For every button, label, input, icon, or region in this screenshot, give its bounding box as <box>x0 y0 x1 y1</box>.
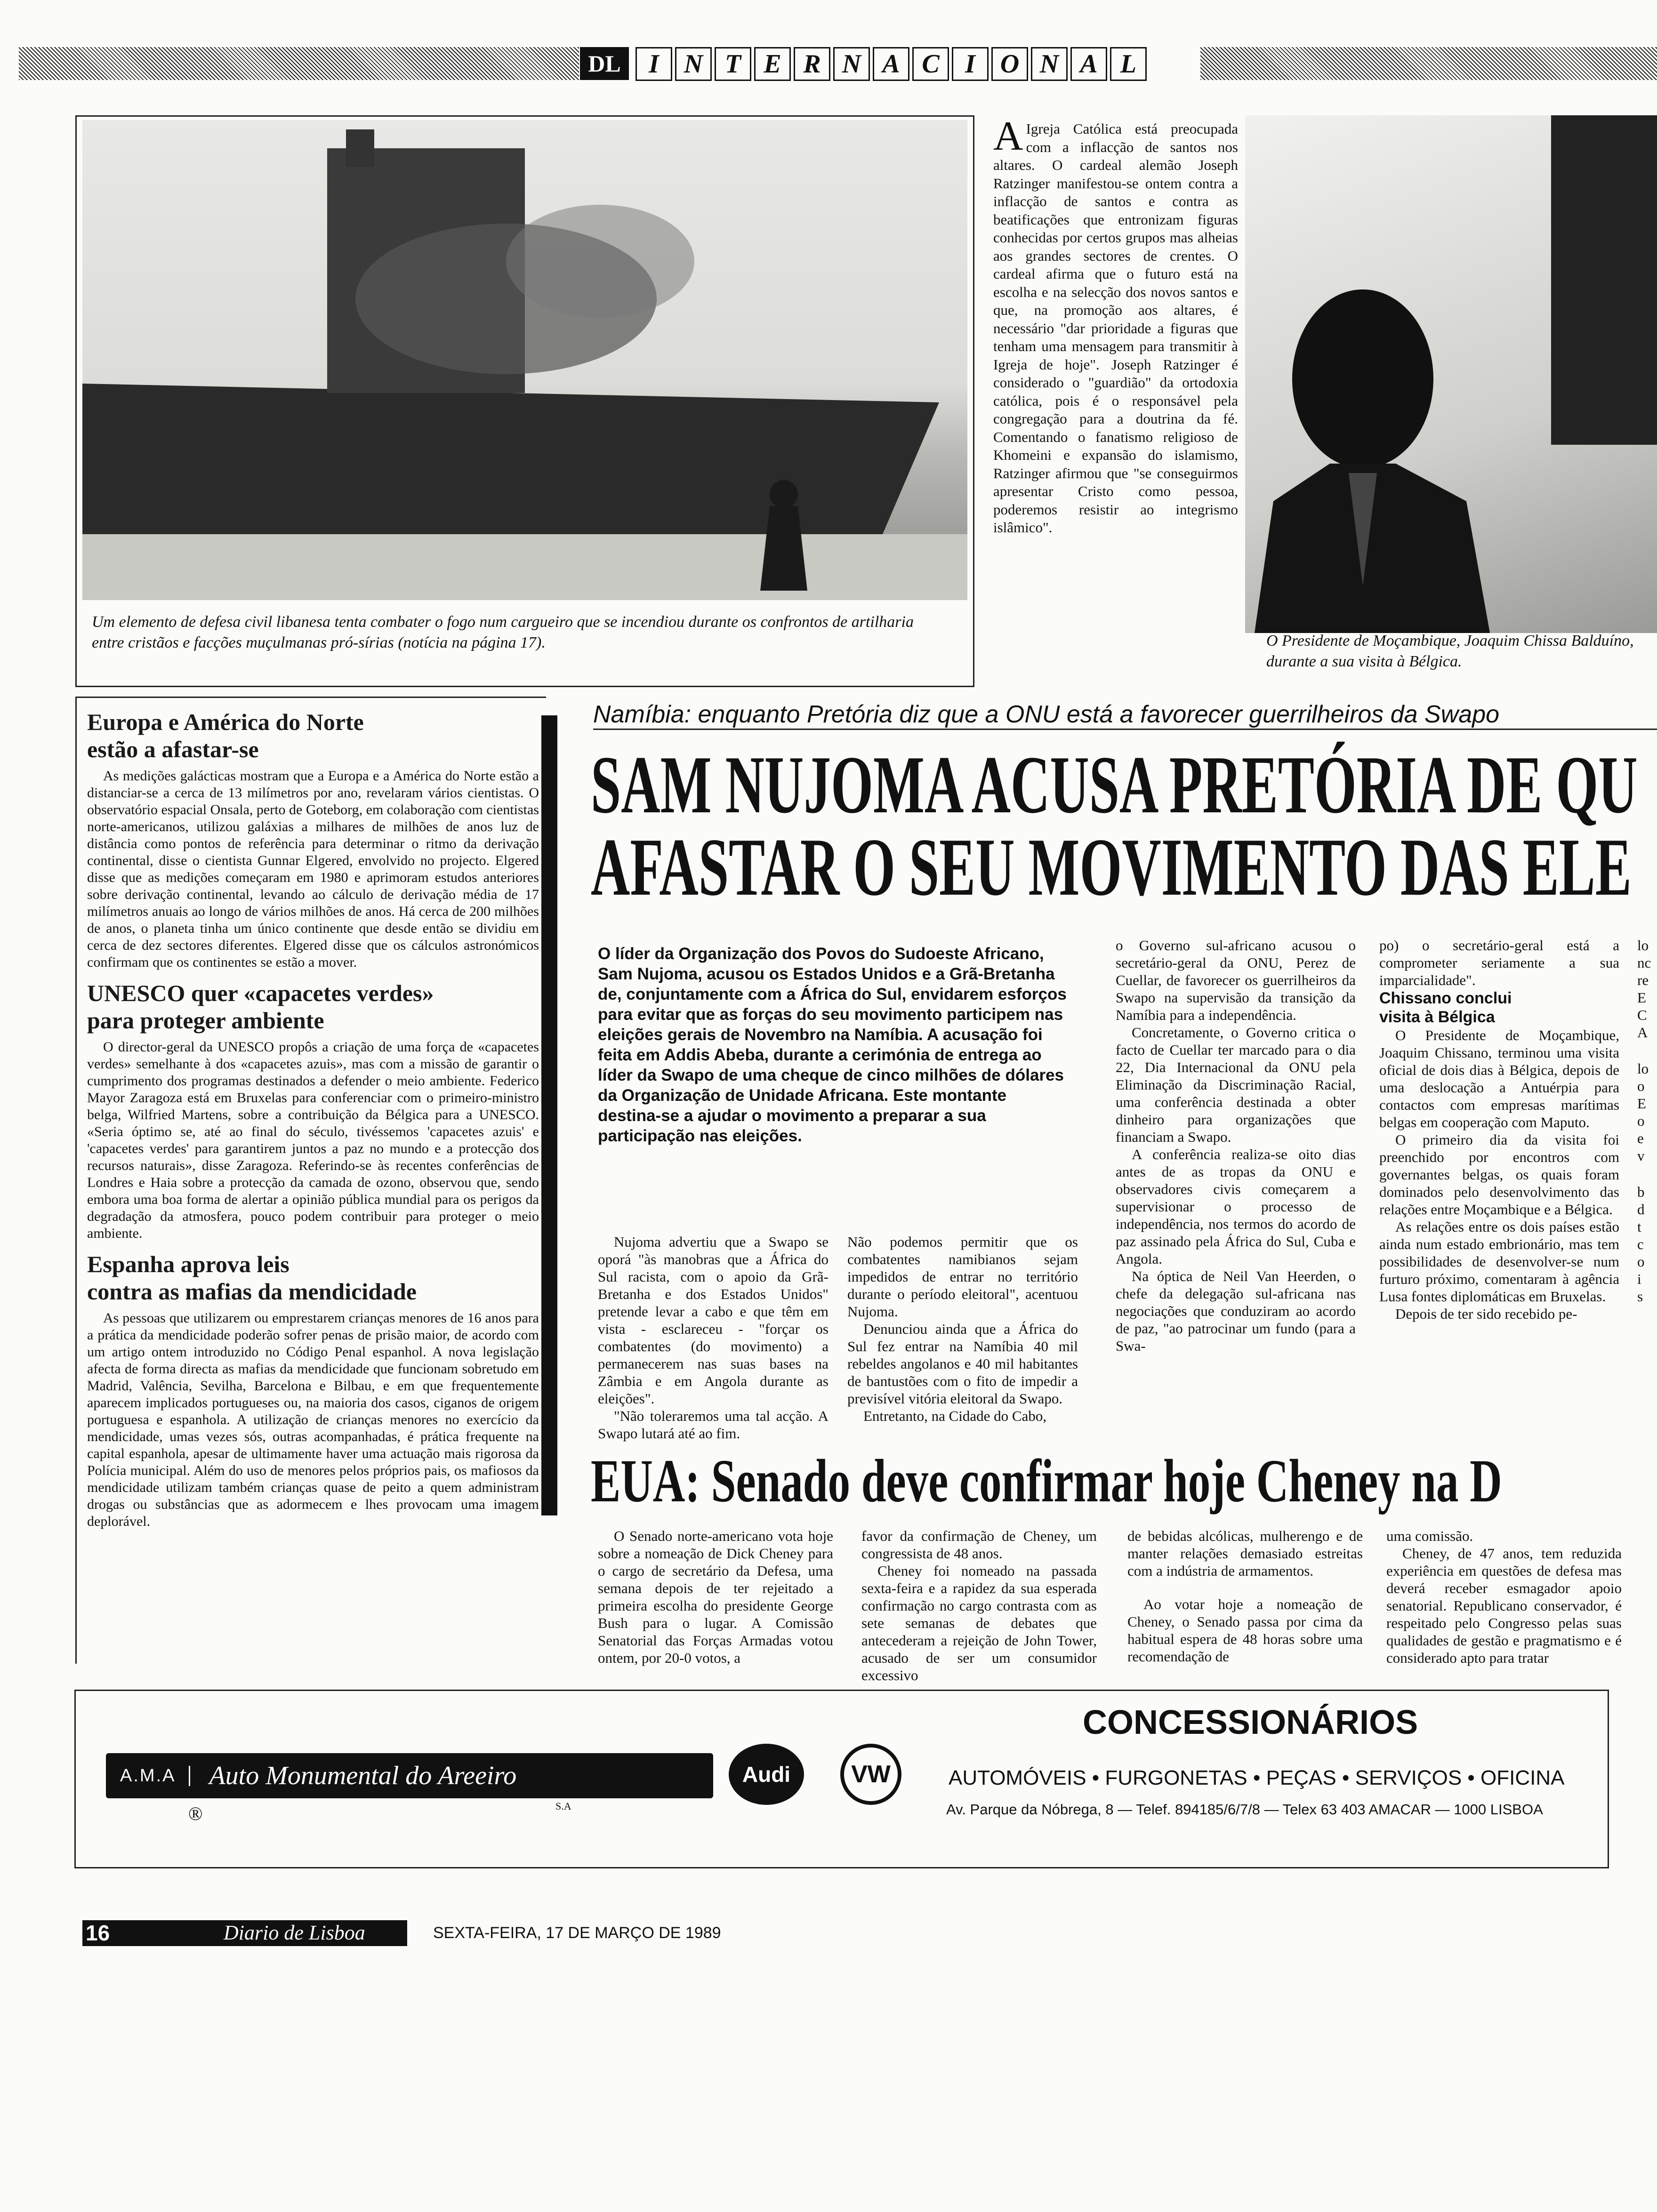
frag: b <box>1637 1184 1645 1200</box>
frag: d <box>1637 1201 1645 1218</box>
article-espanha-body: As pessoas que utilizarem ou emprestarem crianças menores de 16 anos para a prática da mendicidade poderão sofrer penas de prisão maior, de acordo com um artigo ontem introduzido no Código Penal espanhol. A nova legislação afecta de forma directa as mafias da mendicidade que funcionam sobretudo em Madrid, Valência, Sevilha, Barcelona e Bilbau, e em que frequentemente aparecem implicados portugueses ou, na maioria dos casos, ciganos de origem portuguesa e espanhola. A utilização de crianças menores no exercício da mendicidade, umas vezes sós, outras acompanhadas, é prática frequente na capital espanhola, apesar de ultimamente haver uma actuação mais rigorosa da Polícia municipal. Além do uso de menores pelos próprios pais, os mafiosos da mendicidade utilizam também crianças quase de peito a quem administram drogas ou substâncias que as adormecem e lhes provocam uma imagem deplorável. <box>87 1310 539 1529</box>
section-letter: A <box>873 47 909 81</box>
frag: E <box>1637 1095 1646 1112</box>
eua-headline <box>591 1447 1657 1518</box>
main-c2-p1: Não podemos permitir que os combatentes namibianos sejam impedidos de entrar no território durante o período eleitoral", acentuou Nujoma. <box>847 1234 1078 1320</box>
main-c4-subhead1: Chissano conclui <box>1379 989 1512 1007</box>
frag: C <box>1637 1007 1647 1023</box>
main-c4-p4: As relações entre os dois países estão ainda num estado embrionário, mas tem possibilidades de desenvolver-se num furturo próximo, comentaram à agência Lusa fontes diplomáticas em Bruxelas. <box>1379 1218 1619 1305</box>
section-label <box>635 47 1147 80</box>
eua-column-2 <box>861 1527 1097 1684</box>
eua-column-3 <box>1127 1527 1363 1665</box>
vw-logo <box>840 1744 901 1805</box>
main-c4-p1: po) o secretário-geral está a comprometer seriamente a sua imparcialidade". <box>1379 937 1619 988</box>
ad-brand-block <box>106 1753 713 1798</box>
main-c3-p2: Concretamente, o Governo critica o facto de Cuellar ter marcado para o dia 22, Dia Internacional da ONU pela Eliminação da Discriminação Racial, uma conferência destinada a obter dinheiro para organizações que financiam a Swapo. <box>1116 1024 1356 1145</box>
section-letter: N <box>1031 47 1068 81</box>
section-logo <box>580 47 629 80</box>
frag: e <box>1637 1130 1644 1146</box>
main-headline <box>591 741 1657 920</box>
main-lead: O líder da Organização dos Povos do Sudoeste Africano, Sam Nujoma, acusou os Estados Unidos e a Grã-Bretanha de, conjuntamente com a África do Sul, envidarem esforços para evitar que as forças do seu movimento participem nas eleições gerais de Novembro na Namíbia. A acusação foi feita em Addis Abeba, durante a cerimónia de entrega ao líder da Swapo de uma cheque de cinco milhões de dólares da Organização de Unidade Africana. Este montante destina-se a ajudar o movimento a preparar a sua participação nas eleições. <box>598 945 1067 1145</box>
vw-logo-text: VW <box>851 1761 891 1788</box>
main-column-2 <box>847 1233 1078 1425</box>
main-c3-p4: Na óptica de Neil Van Heerden, o chefe da delegação sul-africana nas negociações que conduziram ao acordo de paz, "ao patrocinar um fundo (para a Swa- <box>1116 1268 1356 1354</box>
main-c3-p3: A conferência realiza-se oito dias antes de as tropas da ONU e observadores civis começarem a supervisionar o processo de independência, nos termos do acordo de paz assinado pela África do Sul, Cuba e Angola. <box>1116 1146 1356 1267</box>
ship-photo-drawing <box>82 120 967 600</box>
ad-registered: ® <box>188 1803 203 1824</box>
frag: re <box>1637 972 1649 988</box>
main-column-5-fragment <box>1637 937 1657 1305</box>
main-c4-p3: O primeiro dia da visita foi preenchido por encontros com governantes belgas, os quais foram dominados pelo desenvolvimento das relações entre Moçambique e a Bélgica. <box>1379 1131 1619 1218</box>
audi-logo <box>729 1744 804 1805</box>
main-vertical-bar <box>541 715 557 1515</box>
main-c2-p3: Entretanto, na Cidade do Cabo, <box>863 1408 1047 1424</box>
section-letter: I <box>952 47 989 81</box>
eua-c2-p1: favor da confirmação de Cheney, um congressista de 48 anos. <box>861 1528 1097 1562</box>
left-column-rule <box>75 697 77 1664</box>
main-c4-subhead2: visita à Bélgica <box>1379 1008 1495 1026</box>
section-letter: T <box>715 47 751 81</box>
chissano-photo-drawing <box>1245 115 1657 633</box>
brief-church <box>993 113 1238 537</box>
article-unesco-title-line2: para proteger ambiente <box>87 1007 324 1034</box>
section-letter: O <box>991 47 1028 81</box>
section-letter: E <box>754 47 791 81</box>
ad-sa: S.A <box>555 1800 571 1812</box>
eua-c4-p2: Cheney, de 47 anos, tem reduzida experiência em questões de defesa mas deverá receber esmagador apoio senatorial. Republicano conservador, é respeitado pelo Congresso pelas suas qualidades de gestão e pragmatismo e é considerado apto para tratar <box>1386 1545 1622 1666</box>
frag: c <box>1637 1236 1644 1252</box>
eua-c4-p1: uma comissão. <box>1386 1528 1473 1544</box>
audi-logo-text: Audi <box>742 1762 791 1787</box>
frag: o <box>1637 1253 1645 1270</box>
frag: v <box>1637 1147 1645 1164</box>
article-unesco-title-line1: UNESCO quer «capacetes verdes» <box>87 980 434 1006</box>
section-letter: A <box>1070 47 1107 81</box>
eua-c2-p2: Cheney foi nomeado na passada sexta-feira e a rapidez da sua esperada confirmação no cargo contrasta com as sete semanas de debates que antecederam a rejeição de John Tower, acusado de ser um consumidor excessivo <box>861 1563 1097 1683</box>
frag: o <box>1637 1078 1645 1094</box>
section-logo-text: DL <box>588 50 621 77</box>
section-letter: N <box>675 47 712 81</box>
left-column-top-rule <box>75 697 546 698</box>
top-photo-caption: Um elemento de defesa civil libanesa tenta combater o fogo num cargueiro que se incendiou durante os confrontos de artilharia entre cristãos e facções muçulmanas pró-sírias (notícia na página 17). <box>92 613 914 651</box>
frag: lo <box>1637 937 1649 954</box>
main-column-3 <box>1116 937 1356 1354</box>
eua-c3-p2: Ao votar hoje a nomeação de Cheney, o Senado passa por cima da habitual espera de 48 horas sobre uma recomendação de <box>1127 1596 1363 1665</box>
main-kicker: Namíbia: enquanto Pretória diz que a ONU está a favorecer guerrilheiros da Swapo <box>593 700 1657 730</box>
frag: o <box>1637 1113 1645 1129</box>
frag: t <box>1637 1218 1641 1235</box>
ad-name-script: Auto Monumental do Areeiro <box>209 1761 517 1790</box>
eua-c3-p1: de bebidas alcólicas, mulherengo e de manter relações demasiado estreitas com a indústria de armamentos. <box>1127 1528 1363 1579</box>
section-letter: C <box>912 47 949 81</box>
frag: i <box>1637 1271 1641 1287</box>
footer-paper-name: Diario de Lisboa <box>224 1921 365 1944</box>
main-c2-p2: Denunciou ainda que a África do Sul fez entrar na Namíbia 40 mil rebeldes angolanos e 40 mil habitantes de bantustões com o fito de impedir a previsível vitória eleitoral da Swapo. <box>847 1321 1078 1407</box>
footer-date: SEXTA-FEIRA, 17 DE MARÇO DE 1989 <box>433 1924 721 1942</box>
eua-headline-text: EUA: Senado deve confirmar hoje Cheney na D <box>591 1447 1502 1515</box>
ad-title: CONCESSIONÁRIOS <box>1083 1704 1418 1741</box>
frag: lo <box>1637 1060 1649 1077</box>
article-europa-title-line1: Europa e América do Norte <box>87 709 364 735</box>
eua-c1-p1: O Senado norte-americano vota hoje sobre a nomeação de Dick Cheney para o cargo de secretário da Defesa, uma semana depois de ter rejeitado a primeira escolha do presidente George Bush para o lugar. A Comissão Senatorial das Forças Armadas votou ontem, por 20-0 votos, a <box>598 1528 833 1666</box>
main-column-4 <box>1379 937 1619 1322</box>
chissano-photo <box>1245 115 1657 633</box>
main-c4-p5: Depois de ter sido recebido pe- <box>1395 1306 1577 1322</box>
main-c1-p1: Nujoma advertiu que a Swapo se oporá "às manobras que a África do Sul racista, com o apoio da Grã-Bretanha e dos Estados Unidos" pretende levar a cabo e que têm em vista - esclareceu - "forçar os combatentes (do movimento) a permanecerem nas suas bases na Zâmbia e em Angola durante as eleições". <box>598 1234 828 1407</box>
main-c4-p2: O Presidente de Moçambique, Joaquim Chissano, terminou uma visita oficial de dois dias à Bélgica, depois de uma deslocação a Antuérpia para contactos com empresas marítimas belgas em cooperação com Maputo. <box>1379 1027 1619 1130</box>
frag: E <box>1637 989 1646 1006</box>
ad-ama-label: A.M.A <box>106 1766 190 1786</box>
frag: s <box>1637 1288 1643 1305</box>
footer-page-number: 16 <box>86 1921 110 1945</box>
section-letter: R <box>794 47 830 81</box>
article-unesco-body: O director-geral da UNESCO propôs a criação de uma força de «capacetes verdes» semelhante à dos «capacetes azuis», mas com a missão de garantir o cumprimento dos programas destinados a defender o meio ambiente. Federico Mayor Zaragoza está em Bruxelas para conferenciar com o primeiro-ministro belga, Wilfried Martens, sobre a contribuição da Bélgica para a UNESCO. «Seria óptimo se, até ao final do século, tivéssemos 'capacetes azuis' e 'capacetes verdes' para garantirem juntos a paz no mundo e a protecção dos recursos naturais», disse Zaragoza. Referindo-se às recentes conferências de Londres e Haia sobre a protecção da camada de ozono, observou que, sendo embora uma boa forma de alertar a opinião pública mundial para os perigos da degradação da atmosfera, pouco podem contribuir para proteger o meio ambiente. <box>87 1039 539 1241</box>
frag: nc <box>1637 954 1651 971</box>
ship-photo <box>82 120 967 600</box>
article-europa-body: As medições galácticas mostram que a Europa e a América do Norte estão a distanciar-se a cerca de 13 milímetros por ano, revelaram vários cientistas. O observatório espacial Onsala, perto de Goteborg, em colaboração com cientistas norte-americanos, utilizou galáxias a milhares de milhões de anos luz de distância como pontos de referência para determinar o ritmo da derivação continental, disse o cientista Gunnar Elgered, envolvido no projecto. Elgered disse que as medições começaram em 1980 e aprimoram estudos anteriores sobre derivação continental, levando ao cálculo de derivação média de 17 milímetros anuais ao longo de vários milhões de anos. Há cerca de 200 milhões de anos, o planeta tinha um único continente que desde então se dividiu em cerca de dez sectores diferentes. Elgered disse que os cálculos astronómicos confirmam que os continentes se estão a mover. <box>87 768 539 970</box>
section-letter: N <box>833 47 870 81</box>
main-headline-line1: SAM NUJOMA ACUSA PRETÓRIA DE QU <box>591 741 1638 830</box>
main-c1-p2: "Não toleraremos uma tal acção. A Swapo lutará até ao fim. <box>598 1408 828 1442</box>
header-bar-right <box>1200 47 1657 80</box>
main-c3-p1: o Governo sul-africano acusou o secretário-geral da ONU, Perez de Cuellar, de favorecer os guerrilheiros da Swapo na supervisão da transição da Namíbia para a independência. <box>1116 937 1356 1023</box>
section-letter: I <box>635 47 672 81</box>
section-letter: L <box>1110 47 1147 81</box>
eua-column-4 <box>1386 1527 1622 1667</box>
left-column <box>87 708 539 1530</box>
brief-church-text: Igreja Católica está preocupada com a inflacção de santos nos altares. O cardeal alemão Joseph Ratzinger manifestou-se ontem contra a inflacção de santos e contra as beatificações que entronizam figuras conhecidas por certos grupos mas alheias aos grandes sectores de crentes. O cardeal afirma que o futuro está na escolha e na selecção dos novos santos e que, na promoção aos altares, é necessário "dar prioridade a figuras que tenham uma mensagem para transmitir à Igreja de hoje". Joseph Ratzinger é considerado o "guardião" da ortodoxia católica, pois é o responsável pela congregação para a doutrina da fé. Comentando o fanatismo religioso de Khomeini e expansão do islamismo, Ratzinger afirmou que "se conseguirmos apresentar Cristo como pessoa, poderemos resistir ao integrismo islâmico". <box>993 120 1238 536</box>
eua-column-1 <box>598 1527 833 1667</box>
article-espanha-title-line2: contra as mafias da mendicidade <box>87 1278 417 1305</box>
article-europa-title-line2: estão a afastar-se <box>87 736 259 762</box>
right-photo-caption: O Presidente de Moçambique, Joaquim Chissa Balduíno, durante a sua visita à Bélgica. <box>1266 632 1634 670</box>
ad-address: Av. Parque da Nóbrega, 8 — Telef. 894185/6/7/8 — Telex 63 403 AMACAR — 1000 LISBOA <box>946 1801 1543 1818</box>
header-bar <box>19 47 579 80</box>
main-headline-line2: AFASTAR O SEU MOVIMENTO DAS ELE <box>591 821 1632 913</box>
main-column-1 <box>598 1233 828 1442</box>
frag: A <box>1637 1024 1648 1041</box>
article-espanha-title-line1: Espanha aprova leis <box>87 1251 290 1277</box>
ad-services: AUTOMÓVEIS • FURGONETAS • PEÇAS • SERVIÇOS • OFICINA <box>949 1766 1565 1789</box>
dropcap: A <box>993 113 1023 159</box>
